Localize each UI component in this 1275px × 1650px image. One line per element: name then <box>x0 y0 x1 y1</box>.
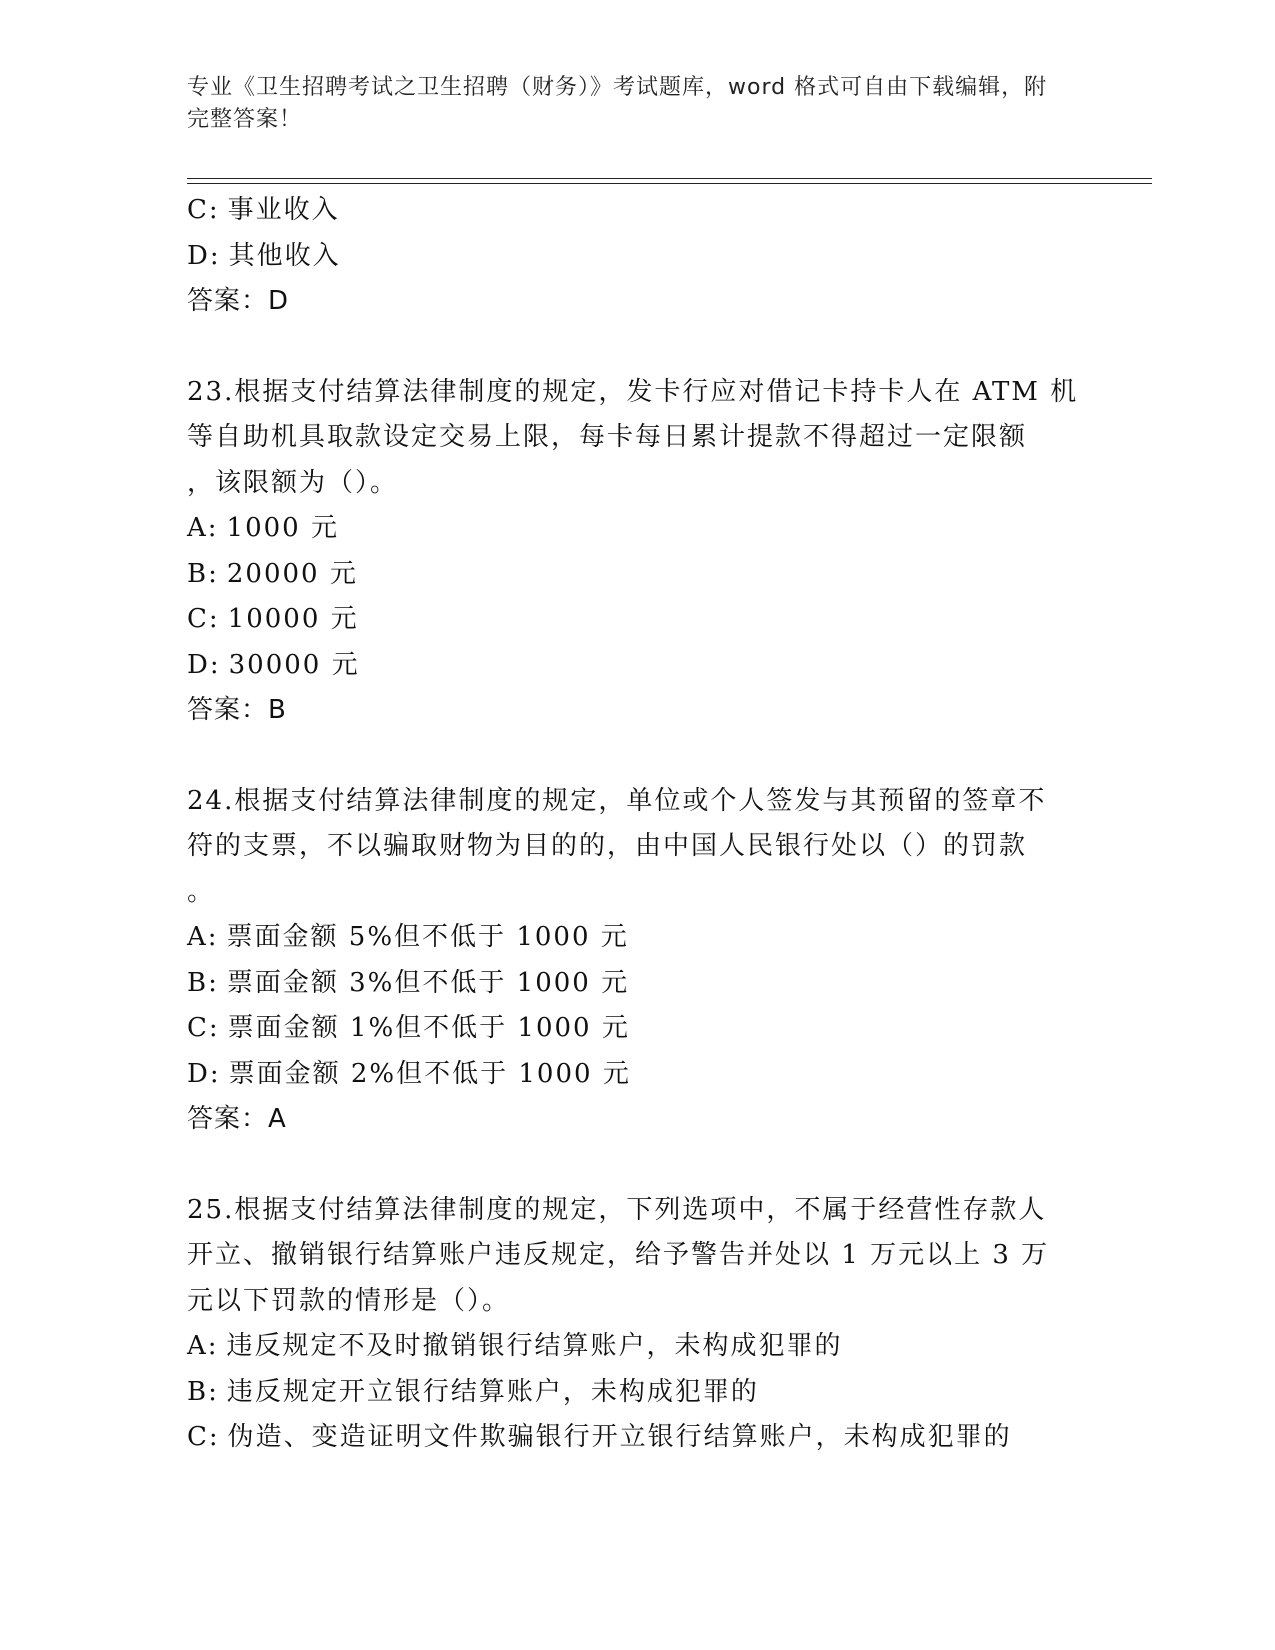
q23-option-b: B: 20000 元 <box>187 558 358 589</box>
q25-option-c: C: 伪造、变造证明文件欺骗银行开立银行结算账户，未构成犯罪的 <box>187 1422 1012 1452</box>
header-divider-top <box>187 178 1152 179</box>
q24-answer: 答案：A <box>187 1104 287 1134</box>
q23-option-c: C: 10000 元 <box>187 604 359 634</box>
q25-option-b: B: 违反规定开立银行结算账户，未构成犯罪的 <box>187 1376 759 1407</box>
document-header <box>187 72 1067 136</box>
question-24-text: 24.根据支付结算法律制度的规定，单位或个人签发与其预留的签章不 符的支票，不以骗取财物为目的的，由中国人民银行处以（）的罚款 。 <box>187 785 1047 907</box>
q24-option-b: B: 票面金额 3%但不低于 1000 元 <box>187 967 630 998</box>
q24-option-d: D: 票面金额 2%但不低于 1000 元 <box>187 1058 631 1089</box>
prev-option-d: D: 其他收入 <box>187 240 341 271</box>
q23-option-a: A: 1000 元 <box>187 513 339 543</box>
q24-option-c: C: 票面金额 1%但不低于 1000 元 <box>187 1013 630 1043</box>
q23-option-d: D: 30000 元 <box>187 649 360 680</box>
prev-option-c: C: 事业收入 <box>187 195 340 225</box>
question-23-text: 23.根据支付结算法律制度的规定，发卡行应对借记卡持卡人在 ATM 机 等自助机具取款设定交易上限，每卡每日累计提款不得超过一定限额 ，该限额为（）。 <box>187 376 1079 498</box>
question-content <box>187 188 1087 1461</box>
q24-option-a: A: 票面金额 5%但不低于 1000 元 <box>187 922 629 952</box>
prev-answer: 答案：D <box>187 286 290 316</box>
question-25-text: 25.根据支付结算法律制度的规定，下列选项中，不属于经营性存款人 开立、撤销银行结算账户违反规定，给予警告并处以 1 万元以上 3 万 元以下罚款的情形是（）。 <box>187 1194 1050 1316</box>
header-text: 专业《卫生招聘考试之卫生招聘（财务）》考试题库，word 格式可自由下载编辑，附完整答案！ <box>187 75 1048 132</box>
q23-answer: 答案：B <box>187 695 287 725</box>
q25-option-a: A: 违反规定不及时撤销银行结算账户，未构成犯罪的 <box>187 1331 843 1361</box>
header-divider-bottom <box>187 183 1152 184</box>
